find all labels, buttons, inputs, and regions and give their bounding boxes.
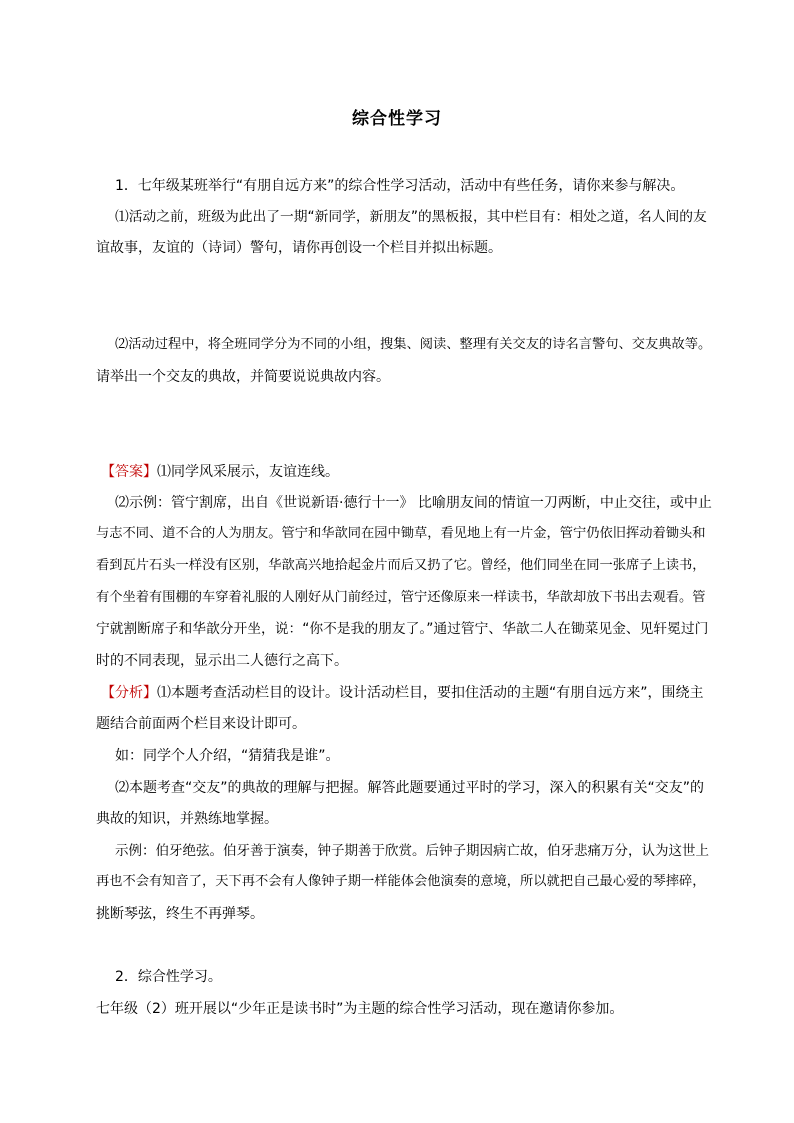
answer-part-2-line-6: 时的不同表现，显示出二人德行之高下。 xyxy=(96,653,348,669)
question-2-stem: 2．综合性学习。 xyxy=(115,969,222,985)
answer-tag: 【答案】 xyxy=(101,464,157,480)
answer-part-2-line-5: 宁就割断席子和华歆分开坐，说：“你不是我的朋友了。”通过管宁、华歆二人在锄菜见金、见轩冕过门 xyxy=(96,621,709,637)
answer-part-2-line-1: ⑵示例：管宁割席，出自《世说新语·德行十一》 比喻朋友间的情谊一刀两断，中止交往，或中止 xyxy=(115,495,712,511)
analysis-part-1-line-1: ⑴本题考查活动栏目的设计。设计活动栏目，要扣住活动的主题“有朋自远方来”，围绕主 xyxy=(157,685,704,701)
analysis-part-1-example: 如：同学个人介绍，“猜猜我是谁”。 xyxy=(115,748,340,764)
analysis-part-2-example-line-3: 挑断琴弦，终生不再弹琴。 xyxy=(96,906,264,922)
question-1-part-1-line-2: 谊故事，友谊的（诗词）警句，请你再创设一个栏目并拟出标题。 xyxy=(96,240,502,256)
answer-line-1 xyxy=(101,462,339,482)
question-2-intro: 七年级（2）班开展以“少年正是读书时”为主题的综合性学习活动，现在邀请你参加。 xyxy=(96,1001,624,1017)
answer-part-2-line-3: 看到瓦片石头一样没有区别，华歆高兴地拾起金片而后又扔了它。曾经，他们同坐在同一张席子上读书， xyxy=(96,558,706,573)
question-1-stem: 1．七年级某班举行“有朋自远方来”的综合性学习活动，活动中有些任务，请你来参与解决。 xyxy=(115,178,685,194)
analysis-part-2-example-line-2: 再也不会有知音了，天下再不会有人像钟子期一样能体会他演奏的意境，所以就把自己最心爱的琴摔碎， xyxy=(96,874,706,889)
analysis-line-1 xyxy=(101,683,704,703)
question-1-part-2-line-2: 请举出一个交友的典故，并简要说说典故内容。 xyxy=(96,369,390,385)
page-title: 综合性学习 xyxy=(352,109,442,129)
analysis-tag: 【分析】 xyxy=(101,685,157,701)
answer-part-2-line-4: 有个坐着有围棚的车穿着礼服的人刚好从门前经过，管宁还像原来一样读书，华歆却放下书出去观看。管 xyxy=(96,590,706,605)
answer-part-1: ⑴同学风采展示，友谊连线。 xyxy=(157,464,339,480)
analysis-part-2-line-2: 典故的知识，并熟练地掌握。 xyxy=(96,811,278,827)
question-1-part-1-line-1: ⑴活动之前，班级为此出了一期“新同学，新朋友”的黑板报，其中栏目有：相处之道，名人间的友 xyxy=(115,209,707,225)
answer-part-2-line-2: 与志不同、道不合的人为朋友。管宁和华歆同在园中锄草，看见地上有一片金，管宁仍依旧挥动着锄头和 xyxy=(96,526,706,541)
question-1-part-2-line-1: ⑵活动过程中，将全班同学分为不同的小组，搜集、阅读、整理有关交友的诗名言警句、交友典故等。 xyxy=(115,337,712,352)
analysis-part-2-line-1: ⑵本题考查“交友”的典故的理解与把握。解答此题要通过平时的学习，深入的积累有关“交友”的 xyxy=(115,780,705,796)
analysis-part-1-line-2: 题结合前面两个栏目来设计即可。 xyxy=(96,716,306,732)
analysis-part-2-example-line-1: 示例：伯牙绝弦。伯牙善于演奏，钟子期善于欣赏。后钟子期因病亡故，伯牙悲痛万分，认为这世上 xyxy=(115,843,709,859)
